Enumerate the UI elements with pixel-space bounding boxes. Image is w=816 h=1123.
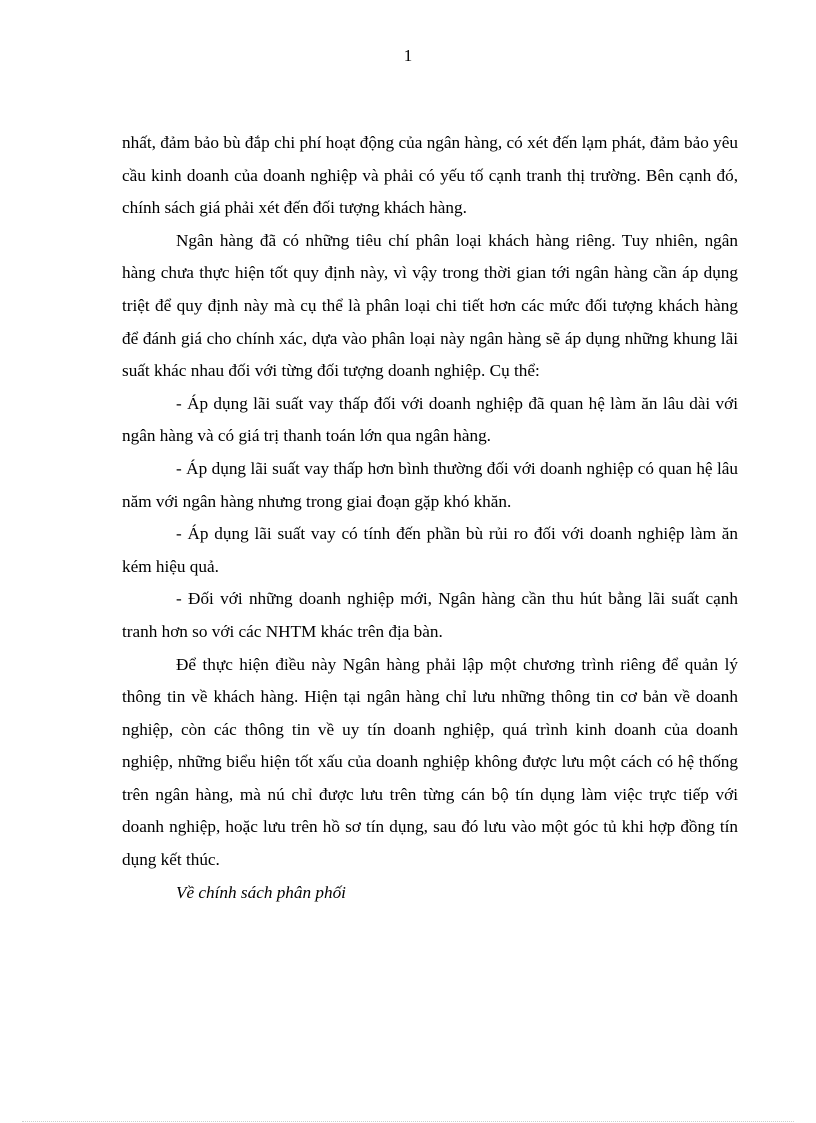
list-item-risk-premium: - Áp dụng lãi suất vay có tính đến phần bù rủi ro đối với doanh nghiệp làm ăn kém hiệu quả. — [122, 524, 738, 576]
page-number: 1 — [403, 46, 413, 65]
paragraph-information-management: Để thực hiện điều này Ngân hàng phải lập một chương trình riêng để quản lý thông tin về khách hàng. Hiện tại ngân hàng chỉ lưu những thông tin cơ bản về doanh nghiệp, còn các thông tin về uy tín doanh nghiệp, quá trình kinh doanh của doanh nghiệp, những biểu hiện tốt xấu của doanh nghiệp không được lưu một cách có hệ thống trên ngân hàng, mà nú chỉ được lưu trên từng cán bộ tín dụng làm việc trực tiếp với doanh nghiệp, hoặc lưu trên hồ sơ tín dụng, sau đó lưu vào một góc tủ khi hợp đồng tín dụng kết thúc. — [122, 654, 738, 870]
list-item-low-rate: - Áp dụng lãi suất vay thấp đối với doanh nghiệp đã quan hệ làm ăn lâu dài với ngân hàng và có giá trị thanh toán lớn qua ngân hàng. — [122, 393, 738, 446]
list-item-lower-rate: - Áp dụng lãi suất vay thấp hơn bình thường đối với doanh nghiệp có quan hệ lâu năm với ngân hàng nhưng trong giai đoạn gặp khó khăn. — [122, 458, 738, 511]
list-item-new-enterprises: - Đối với những doanh nghiệp mới, Ngân hàng cần thu hút bằng lãi suất cạnh tranh hơn so với các NHTM khác trên địa bàn. — [122, 589, 738, 641]
document-body — [122, 127, 738, 909]
section-heading: Về chính sách phân phối — [176, 882, 346, 902]
page-bottom-divider — [22, 1121, 794, 1122]
paragraph-continuation: nhất, đảm bảo bù đắp chi phí hoạt động của ngân hàng, có xét đến lạm phát, đảm bảo yêu cầu kinh doanh của doanh nghiệp và phải có yếu tố cạnh tranh thị trường. Bên cạnh đó, chính sách giá phải xét đến đối tượng khách hàng. — [122, 133, 738, 218]
paragraph-customer-classification: Ngân hàng đã có những tiêu chí phân loại khách hàng riêng. Tuy nhiên, ngân hàng chưa thực hiện tốt quy định này, vì vậy trong thời gian tới ngân hàng cần áp dụng triệt để quy định này mà cụ thể là phân loại chi tiết hơn các mức đối tượng khách hàng để đánh giá cho chính xác, dựa vào phân loại này ngân hàng sẽ áp dụng những khung lãi suất khác nhau đối với từng đối tượng doanh nghiệp. Cụ thể: — [122, 230, 738, 381]
